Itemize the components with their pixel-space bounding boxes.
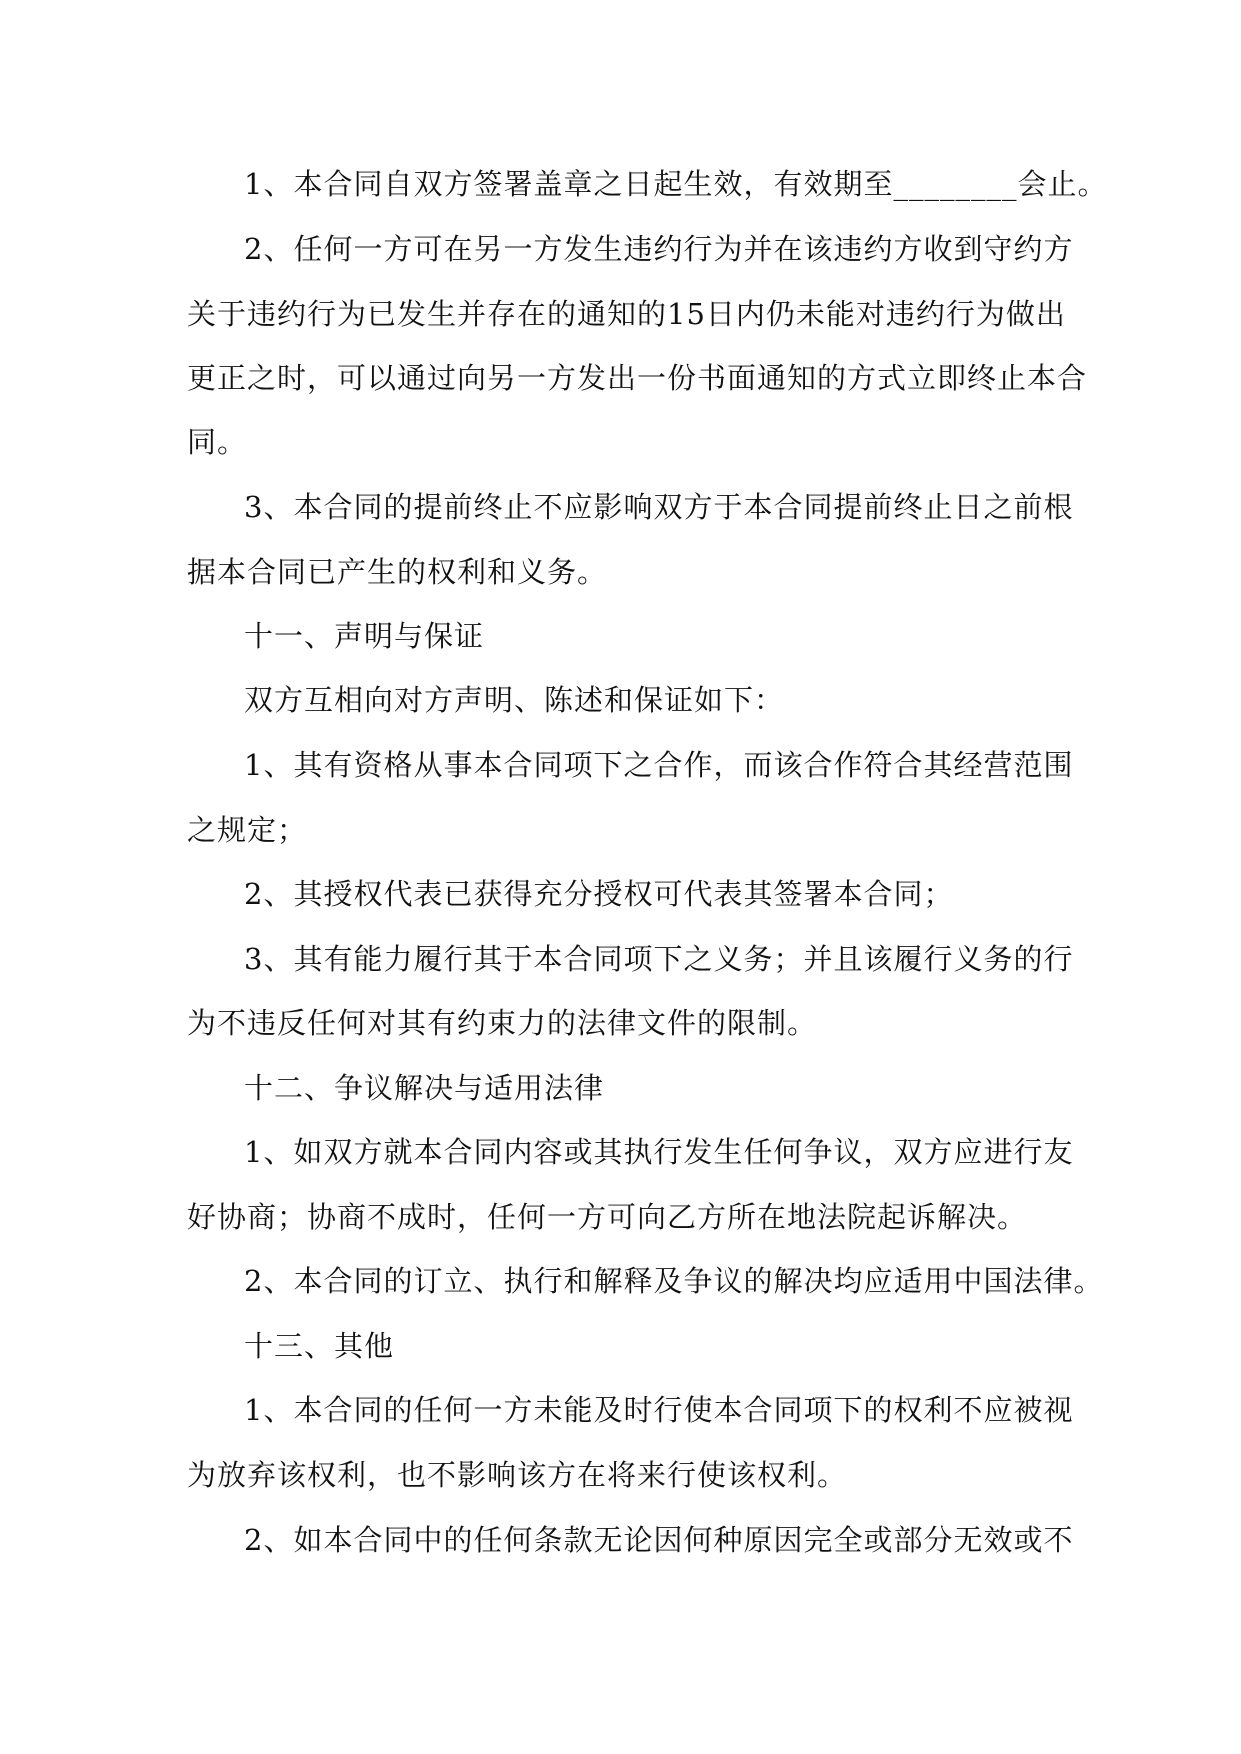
text-line: 3、本合同的提前终止不应影响双方于本合同提前终止日之前根 [244, 490, 1074, 524]
section-heading: 十二、争议解决与适用法律 [244, 1071, 605, 1105]
text-line: 1、如双方就本合同内容或其执行发生任何争议，双方应进行友 [244, 1135, 1074, 1169]
text-line: 1、其有资格从事本合同项下之合作，而该合作符合其经营范围 [244, 748, 1074, 782]
text-line: 1、本合同的任何一方未能及时行使本合同项下的权利不应被视 [244, 1393, 1074, 1427]
text-line: 2、其授权代表已获得充分授权可代表其签署本合同； [244, 877, 954, 911]
section-heading: 十一、声明与保证 [244, 619, 485, 653]
text-line: 2、本合同的订立、执行和解释及争议的解决均应适用中国法律。 [244, 1264, 1104, 1298]
text-line: 双方互相向对方声明、陈述和保证如下： [244, 683, 785, 717]
text-line: 为放弃该权利，也不影响该方在将来行使该权利。 [187, 1458, 848, 1492]
text-line: 更正之时，可以通过向另一方发出一份书面通知的方式立即终止本合 [187, 361, 1088, 395]
text-line: 2、如本合同中的任何条款无论因何种原因完全或部分无效或不 [244, 1523, 1074, 1557]
text-line: 同。 [187, 425, 248, 459]
section-heading: 十三、其他 [244, 1329, 395, 1363]
text-line: 3、其有能力履行其于本合同项下之义务；并且该履行义务的行 [244, 942, 1074, 976]
text-line: 好协商；协商不成时，任何一方可向乙方所在地法院起诉解决。 [187, 1200, 1028, 1234]
text-line: 2、任何一方可在另一方发生违约行为并在该违约方收到守约方 [244, 232, 1074, 266]
text-line: 据本合同已产生的权利和义务。 [187, 555, 608, 589]
text-line: 1、本合同自双方签署盖章之日起生效，有效期至________会止。 [244, 167, 1108, 201]
text-line: 关于违约行为已发生并存在的通知的15日内仍未能对违约行为做出 [187, 297, 1066, 331]
text-line: 之规定； [187, 813, 308, 847]
text-line: 为不违反任何对其有约束力的法律文件的限制。 [187, 1006, 818, 1040]
